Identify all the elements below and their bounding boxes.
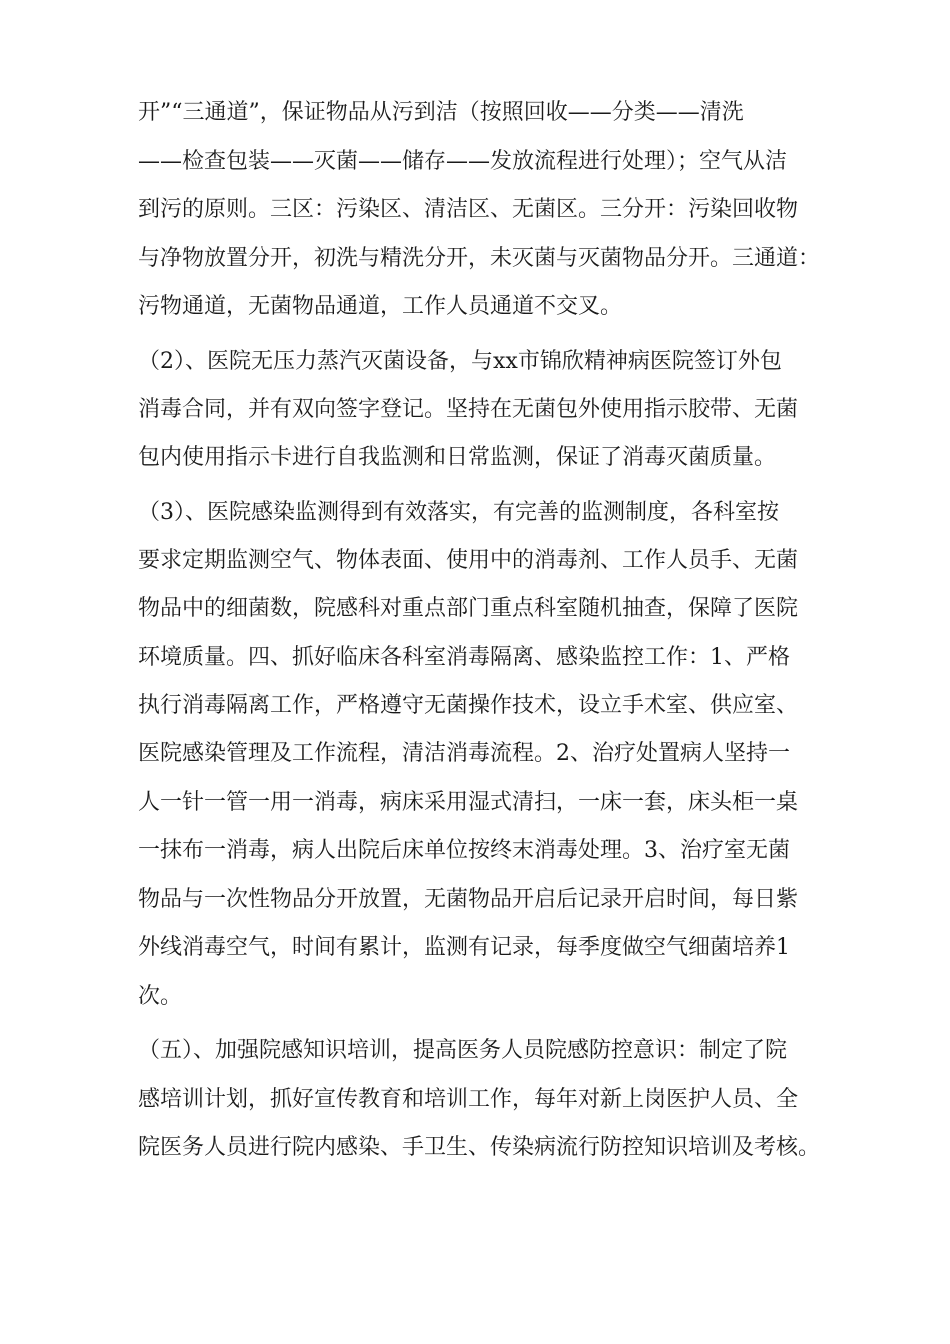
text-line: 要求定期监测空气、物体表面、使用中的消毒剂、工作人员手、无菌 — [138, 548, 799, 573]
text-line: 医院感染管理及工作流程，清洁消毒流程。2、治疗处置病人坚持一 — [138, 741, 790, 766]
text-line: 外线消毒空气，时间有累计，监测有记录，每季度做空气细菌培养1 — [138, 935, 790, 960]
text-line: 物品中的细菌数，院感科对重点部门重点科室随机抽查，保障了医院 — [138, 596, 799, 621]
text-line: 院医务人员进行院内感染、手卫生、传染病流行防控知识培训及考核。 — [138, 1135, 821, 1160]
text-line: 次。 — [138, 984, 183, 1009]
text-line: ——检查包装——灭菌——储存——发放流程进行处理）；空气从洁 — [138, 149, 788, 174]
text-line: 消毒合同，并有双向签字登记。坚持在无菌包外使用指示胶带、无菌 — [138, 397, 799, 422]
text-line: 环境质量。四、抓好临床各科室消毒隔离、感染监控工作：1、严格 — [138, 645, 790, 670]
text-line: 感培训计划，抓好宣传教育和培训工作，每年对新上岗医护人员、全 — [138, 1087, 799, 1112]
text-line: 开”“三通道”，保证物品从污到洁（按照回收——分类——清洗 — [138, 100, 744, 125]
text-line: 到污的原则。三区：污染区、清洁区、无菌区。三分开：污染回收物 — [138, 197, 799, 222]
text-line: 人一针一管一用一消毒，病床采用湿式清扫，一床一套，床头柜一桌 — [138, 790, 799, 815]
text-line: 一抹布一消毒，病人出院后床单位按终末消毒处理。3、治疗室无菌 — [138, 838, 790, 863]
text-line: （3）、医院感染监测得到有效落实，有完善的监测制度，各科室按 — [138, 500, 779, 525]
text-line: 污物通道，无菌物品通道，工作人员通道不交叉。 — [138, 294, 623, 319]
text-line: 执行消毒隔离工作，严格遵守无菌操作技术，设立手术室、供应室、 — [138, 693, 799, 718]
text-line: （2）、医院无压力蒸汽灭菌设备，与xx市锦欣精神病医院签订外包 — [138, 349, 782, 374]
text-line: 与净物放置分开，初洗与精洗分开，未灭菌与灭菌物品分开。三通道： — [138, 246, 821, 271]
text-line: 物品与一次性物品分开放置，无菌物品开启后记录开启时间，每日紫 — [138, 887, 799, 912]
text-line: 包内使用指示卡进行自我监测和日常监测，保证了消毒灭菌质量。 — [138, 445, 777, 470]
text-line: （五）、加强院感知识培训，提高医务人员院感防控意识：制定了院 — [138, 1038, 788, 1063]
